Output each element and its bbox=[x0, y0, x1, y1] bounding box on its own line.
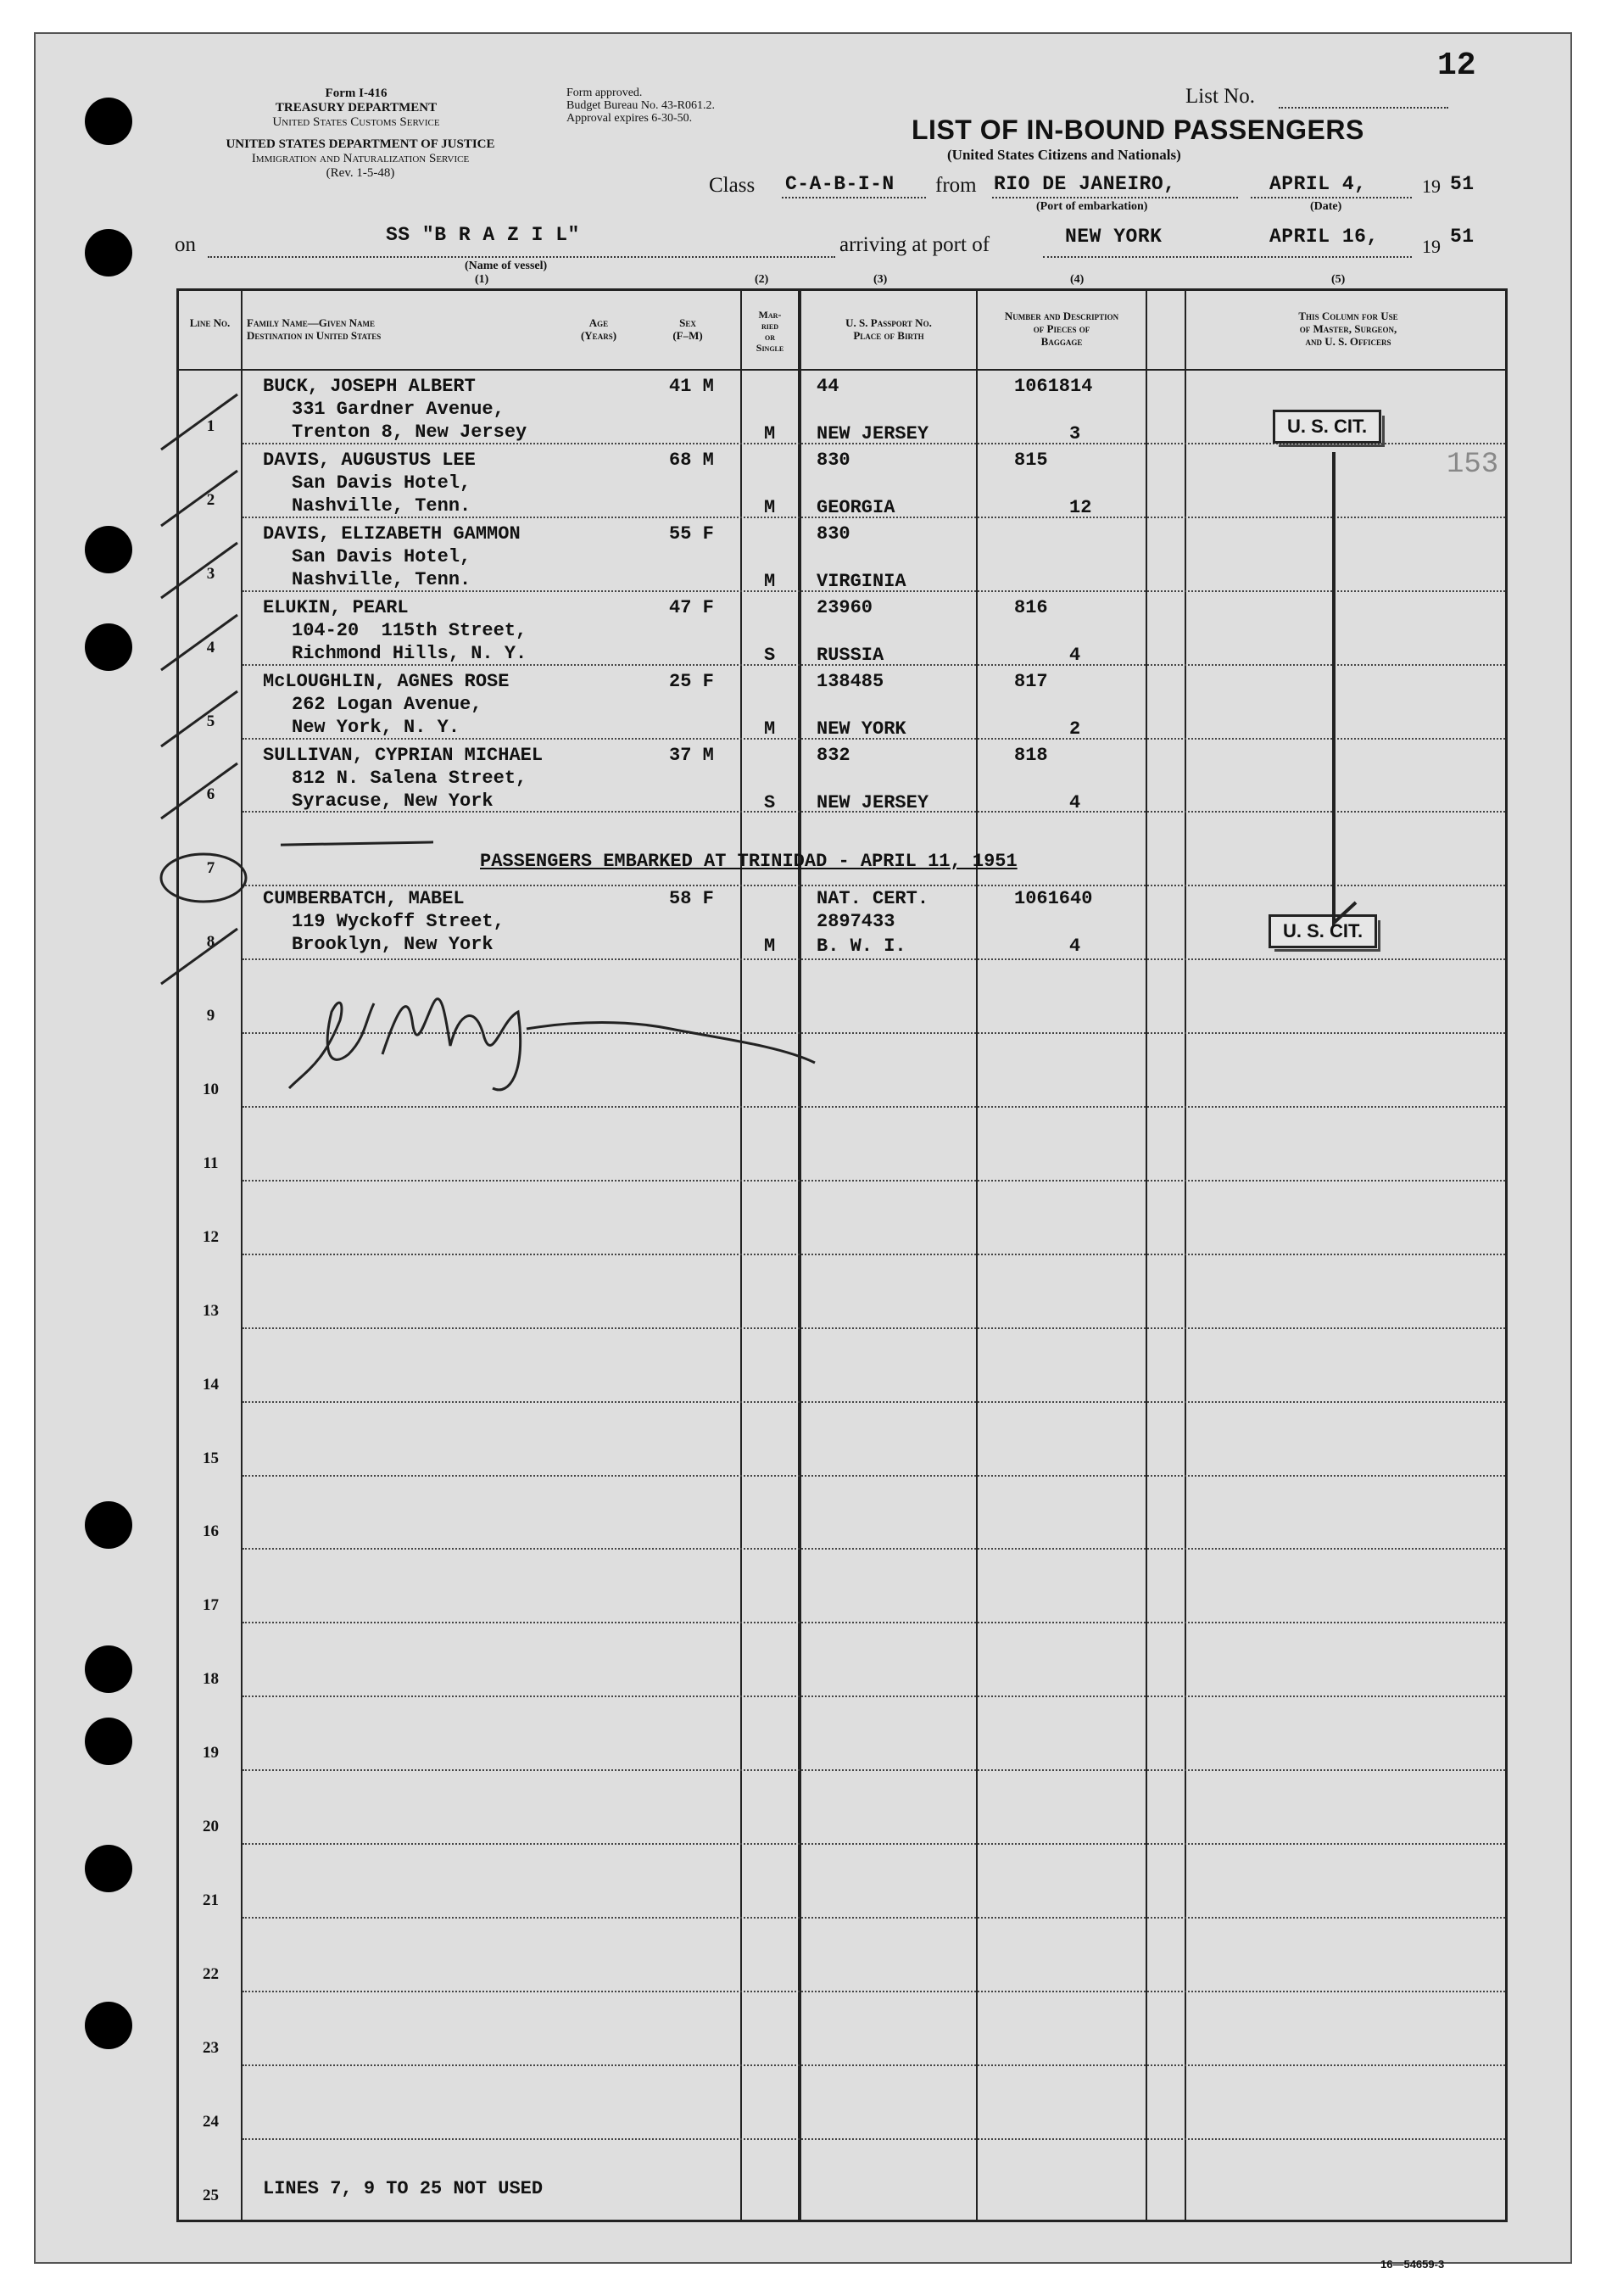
row-line bbox=[243, 1991, 1505, 1992]
passenger-baggage-count: 2 bbox=[1069, 718, 1081, 740]
passenger-age-sex: 37 M bbox=[669, 744, 714, 766]
date2-value: APRIL 16, bbox=[1269, 226, 1379, 248]
hand-note: 153 bbox=[1447, 449, 1499, 481]
line-number: 2 bbox=[206, 490, 215, 509]
year2-prefix: 19 bbox=[1422, 236, 1441, 257]
line-number: 23 bbox=[203, 2038, 219, 2057]
from-line bbox=[992, 197, 1238, 198]
justice-dept: UNITED STATES DEPARTMENT OF JUSTICE bbox=[226, 137, 495, 151]
row-line bbox=[243, 1401, 1505, 1403]
form-revision: (Rev. 1-5-48) bbox=[326, 166, 395, 180]
line-number: 11 bbox=[203, 1154, 219, 1172]
arriving-label: arriving at port of bbox=[839, 233, 990, 256]
class-line bbox=[782, 197, 926, 198]
passenger-address-2: Nashville, Tenn. bbox=[292, 494, 471, 517]
row-line bbox=[243, 1106, 1505, 1108]
form-title: LIST OF IN-BOUND PASSENGERS bbox=[912, 115, 1364, 145]
line-number: 15 bbox=[203, 1449, 219, 1467]
passenger-birthplace: NEW JERSEY bbox=[817, 791, 929, 813]
punch-hole bbox=[85, 1501, 132, 1549]
p8-passport: NAT. CERT. bbox=[817, 888, 929, 909]
punch-hole bbox=[85, 2002, 132, 2049]
form-header-left bbox=[208, 87, 505, 130]
col-head-officers: This Column for Use of Master, Surgeon, and U. S. Officers bbox=[1298, 310, 1398, 348]
row-line bbox=[243, 1475, 1505, 1477]
passenger-age-sex: 41 M bbox=[669, 376, 714, 397]
passenger-table bbox=[176, 288, 1508, 2222]
punch-hole bbox=[85, 1645, 132, 1693]
passenger-baggage-no: 815 bbox=[1014, 449, 1048, 471]
passenger-baggage-count: 4 bbox=[1069, 644, 1081, 666]
row-line bbox=[243, 1327, 1505, 1329]
line-number: 14 bbox=[203, 1375, 219, 1394]
row-line bbox=[243, 1843, 1505, 1845]
col-divider bbox=[976, 291, 978, 2220]
line-number: 6 bbox=[206, 785, 215, 804]
passenger-name: ELUKIN, PEARL bbox=[263, 596, 409, 618]
row-line bbox=[243, 1769, 1505, 1771]
vessel-line bbox=[208, 256, 835, 258]
line-number: 18 bbox=[203, 1670, 219, 1689]
passenger-birthplace: NEW JERSEY bbox=[817, 423, 929, 444]
line-number: 25 bbox=[203, 2186, 219, 2204]
p8-baggage-count: 4 bbox=[1069, 936, 1081, 957]
passenger-address-2: Trenton 8, New Jersey bbox=[292, 422, 527, 443]
passenger-marital: M bbox=[764, 423, 776, 444]
punch-hole bbox=[85, 1845, 132, 1892]
passenger-marital: S bbox=[764, 644, 776, 666]
p8-baggage-no: 1061640 bbox=[1014, 888, 1093, 909]
passenger-address-2: New York, N. Y. bbox=[292, 716, 460, 738]
passenger-address-1: 262 Logan Avenue, bbox=[292, 693, 482, 715]
col-divider bbox=[1146, 291, 1147, 2220]
passenger-birthplace: RUSSIA bbox=[817, 644, 884, 666]
line-number: 5 bbox=[206, 712, 215, 730]
us-citizen-stamp: U. S. CIT. bbox=[1269, 914, 1377, 948]
row-line bbox=[243, 2064, 1505, 2066]
col-divider bbox=[1185, 291, 1186, 2220]
passenger-name: BUCK, JOSEPH ALBERT bbox=[263, 376, 476, 397]
line-number: 7 bbox=[206, 859, 215, 878]
line-number: 13 bbox=[203, 1301, 219, 1320]
passenger-marital: M bbox=[764, 718, 776, 740]
passenger-marital: M bbox=[764, 570, 776, 592]
p8-birth: B. W. I. bbox=[817, 936, 906, 957]
passenger-baggage-no: 1061814 bbox=[1014, 376, 1093, 397]
line-number: 17 bbox=[203, 1596, 219, 1615]
passenger-name: SULLIVAN, CYPRIAN MICHAEL bbox=[263, 744, 544, 766]
line-number: 3 bbox=[206, 564, 215, 583]
passenger-marital: M bbox=[764, 496, 776, 518]
passenger-address-2: Syracuse, New York bbox=[292, 790, 494, 812]
col-num-3: (3) bbox=[873, 273, 888, 286]
row-line bbox=[243, 958, 1505, 960]
passenger-address-2: Richmond Hills, N. Y. bbox=[292, 642, 527, 664]
row-line bbox=[243, 1548, 1505, 1550]
col-head-line-no: Line No. bbox=[189, 316, 231, 329]
col-num-1: (1) bbox=[475, 273, 489, 286]
passenger-baggage-no: 818 bbox=[1014, 744, 1048, 766]
passenger-age-sex: 47 F bbox=[669, 596, 714, 618]
passenger-name: McLOUGHLIN, AGNES ROSE bbox=[263, 670, 510, 692]
us-citizen-stamp: U. S. CIT. bbox=[1273, 410, 1381, 444]
col-head-passport: U. S. Passport No. Place of Birth bbox=[845, 316, 932, 342]
year1-prefix: 19 bbox=[1422, 176, 1441, 197]
col-head-age: Age (Years) bbox=[580, 316, 617, 342]
year1-value: 51 bbox=[1450, 173, 1475, 195]
line-number: 20 bbox=[203, 1818, 219, 1835]
row-line bbox=[243, 1917, 1505, 1919]
class-value: C-A-B-I-N bbox=[785, 173, 895, 195]
port-embark-caption: (Port of embarkation) bbox=[1036, 200, 1148, 213]
list-no-value: 12 bbox=[1437, 47, 1476, 84]
approved-text: Form approved. bbox=[566, 87, 643, 99]
department: TREASURY DEPARTMENT bbox=[275, 101, 438, 115]
customs-service: United States Customs Service bbox=[272, 115, 440, 129]
col-num-5: (5) bbox=[1331, 273, 1346, 286]
passenger-passport: 138485 bbox=[817, 670, 884, 692]
p8-addr2: Brooklyn, New York bbox=[292, 934, 494, 955]
bracket-mark bbox=[1315, 448, 1366, 940]
passenger-address-2: Nashville, Tenn. bbox=[292, 568, 471, 590]
p8-addr1: 119 Wyckoff Street, bbox=[292, 911, 505, 932]
passenger-name: DAVIS, AUGUSTUS LEE bbox=[263, 449, 476, 471]
passenger-birthplace: VIRGINIA bbox=[817, 570, 906, 592]
passenger-baggage-count: 3 bbox=[1069, 423, 1081, 444]
list-no-line bbox=[1279, 107, 1448, 109]
line-number: 8 bbox=[206, 933, 215, 952]
col-head-baggage: Number and Description of Pieces of Baggage bbox=[1004, 310, 1119, 348]
ins-service: Immigration and Naturalization Service bbox=[251, 152, 470, 165]
passenger-passport: 830 bbox=[817, 449, 850, 471]
p8-name: CUMBERBATCH, MABEL bbox=[263, 888, 465, 909]
passenger-passport: 832 bbox=[817, 744, 850, 766]
line-number: 9 bbox=[206, 1007, 215, 1025]
punch-hole bbox=[85, 623, 132, 671]
passenger-age-sex: 25 F bbox=[669, 670, 714, 692]
justice-header bbox=[170, 137, 551, 181]
punch-hole bbox=[85, 526, 132, 573]
passenger-address-1: 104-20 115th Street, bbox=[292, 619, 527, 641]
p8-marital: M bbox=[764, 936, 776, 957]
col-head-married: Mar- ried or Single bbox=[756, 309, 784, 354]
arrival-line bbox=[1043, 256, 1412, 258]
line-number: 4 bbox=[206, 638, 215, 656]
list-no-label: List No. bbox=[1185, 85, 1255, 108]
punch-hole bbox=[85, 98, 132, 145]
row-line bbox=[243, 1180, 1505, 1182]
line-number: 19 bbox=[203, 1744, 219, 1763]
date-caption: (Date) bbox=[1310, 200, 1342, 213]
vessel-name: SS "B R A Z I L" bbox=[386, 224, 580, 246]
col-divider bbox=[799, 291, 800, 2220]
col-divider bbox=[740, 291, 742, 2220]
form-number: Form I-416 bbox=[325, 87, 388, 100]
passenger-name: DAVIS, ELIZABETH GAMMON bbox=[263, 522, 521, 545]
passenger-passport: 830 bbox=[817, 522, 850, 545]
passenger-baggage-no: 816 bbox=[1014, 596, 1048, 618]
line-number: 22 bbox=[203, 1964, 219, 1983]
passenger-address-1: 331 Gardner Avenue, bbox=[292, 399, 505, 420]
line-number: 21 bbox=[203, 1891, 219, 1909]
passenger-birthplace: GEORGIA bbox=[817, 496, 895, 518]
line-number: 24 bbox=[203, 2112, 219, 2131]
approval-block bbox=[566, 87, 715, 125]
passenger-passport: 23960 bbox=[817, 596, 873, 618]
date1-line bbox=[1251, 197, 1412, 198]
date1-value: APRIL 4, bbox=[1269, 173, 1367, 195]
passenger-address-1: San Davis Hotel, bbox=[292, 545, 471, 567]
passenger-marital: S bbox=[764, 791, 776, 813]
passenger-birthplace: NEW YORK bbox=[817, 718, 906, 740]
passenger-age-sex: 55 F bbox=[669, 522, 714, 545]
passenger-baggage-count: 12 bbox=[1069, 496, 1092, 518]
expires-text: Approval expires 6-30-50. bbox=[566, 112, 693, 125]
budget-text: Budget Bureau No. 43-R061.2. bbox=[566, 99, 715, 112]
col-num-2: (2) bbox=[755, 273, 769, 286]
passenger-address-1: 812 N. Salena Street, bbox=[292, 767, 527, 789]
row-line bbox=[243, 1622, 1505, 1623]
signature bbox=[272, 969, 934, 1105]
punch-hole bbox=[85, 1718, 132, 1765]
punch-hole bbox=[85, 229, 132, 277]
class-label: Class bbox=[709, 174, 756, 197]
line-number: 16 bbox=[203, 1522, 219, 1541]
on-label: on bbox=[175, 233, 196, 256]
row-line bbox=[243, 1695, 1505, 1697]
line-number: 10 bbox=[203, 1081, 219, 1098]
form-subtitle: (United States Citizens and Nationals) bbox=[947, 147, 1181, 163]
year2-value: 51 bbox=[1450, 226, 1475, 248]
line-number: 12 bbox=[203, 1227, 219, 1246]
footer-note: LINES 7, 9 TO 25 NOT USED bbox=[263, 2178, 544, 2199]
trinidad-heading: PASSENGERS EMBARKED AT TRINIDAD - APRIL 11, 1951 bbox=[480, 851, 1018, 872]
from-value: RIO DE JANEIRO, bbox=[994, 173, 1176, 195]
strike-line bbox=[281, 841, 433, 846]
check-marks bbox=[144, 373, 263, 1035]
p8-passport2: 2897433 bbox=[817, 911, 895, 932]
p8-age-sex: 58 F bbox=[669, 888, 714, 909]
passenger-baggage-count: 4 bbox=[1069, 791, 1081, 813]
col-head-name: Family Name—Given Name Destination in United States bbox=[247, 316, 382, 342]
passenger-passport: 44 bbox=[817, 376, 839, 397]
col-num-4: (4) bbox=[1070, 273, 1085, 286]
col-head-sex: Sex (F–M) bbox=[672, 316, 703, 342]
line-number: 1 bbox=[206, 416, 215, 435]
header-divider bbox=[179, 369, 1505, 371]
passenger-age-sex: 68 M bbox=[669, 449, 714, 471]
arrival-port: NEW YORK bbox=[1065, 226, 1163, 248]
vessel-caption: (Name of vessel) bbox=[465, 260, 548, 272]
passenger-address-1: San Davis Hotel, bbox=[292, 472, 471, 494]
row-line bbox=[243, 1254, 1505, 1255]
row-line bbox=[243, 2138, 1505, 2140]
passenger-baggage-no: 817 bbox=[1014, 670, 1048, 692]
form-code: 16—54659-3 bbox=[1380, 2258, 1445, 2271]
from-label: from bbox=[935, 174, 977, 197]
